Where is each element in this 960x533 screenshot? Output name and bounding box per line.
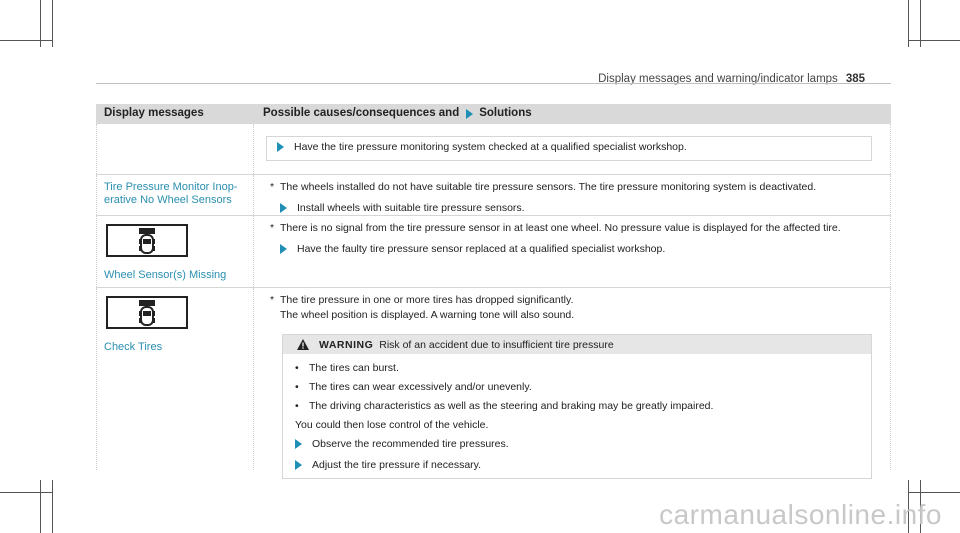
star-marker: * — [270, 181, 275, 193]
crop-mark — [52, 0, 53, 47]
list-item — [295, 362, 861, 375]
list-item — [295, 381, 861, 394]
action-text: Have the tire pressure monitoring system checked at a qualified specialist workshop. — [294, 141, 687, 153]
warning-title: Risk of an accident due to insufficient tire pressure — [379, 338, 614, 351]
header-rule — [96, 83, 891, 84]
warning-header — [283, 335, 871, 354]
crop-mark — [0, 492, 52, 493]
car-icon — [138, 227, 156, 254]
action-box — [266, 136, 872, 161]
table-header — [96, 104, 891, 124]
car-tire-icon-box — [106, 224, 188, 257]
cause-text: There is no signal from the tire pressure sensor in at least one wheel. No pressure value is displayed for the affected tire. — [280, 222, 841, 234]
cause-text: The wheel position is displayed. A warning tone will also sound. — [280, 309, 575, 321]
crop-mark — [40, 480, 41, 533]
warning-label: WARNING — [319, 338, 374, 351]
arrow-icon — [295, 460, 302, 470]
bullet-marker: • — [295, 362, 299, 374]
header-title: Display messages and warning/indicator lamps — [598, 73, 838, 85]
list-item — [295, 400, 861, 413]
bullet-text: The driving characteristics as well as the steering and braking may be greatly impaired. — [309, 400, 714, 412]
messages-table — [96, 104, 891, 470]
col-causes — [254, 104, 891, 124]
star-marker: * — [270, 222, 275, 234]
display-message: Tire Pressure Monitor Inop-erative No Wheel Sensors — [104, 181, 238, 206]
arrow-icon — [280, 203, 287, 213]
bullet-text: The tires can wear excessively and/or unevenly. — [309, 381, 532, 393]
arrow-icon — [280, 244, 287, 254]
bullet-marker: • — [295, 400, 299, 412]
warning-icon — [297, 339, 309, 350]
car-icon — [138, 299, 156, 326]
table-row — [96, 287, 891, 470]
page-number: 385 — [845, 73, 865, 85]
display-message: Check Tires — [104, 341, 163, 353]
warning-text: You could then lose control of the vehicle. — [295, 419, 489, 431]
table-row — [96, 124, 891, 174]
action-text: Adjust the tire pressure if necessary. — [312, 459, 482, 471]
bullet-text: The tires can burst. — [309, 362, 399, 374]
bullet-marker: • — [295, 381, 299, 393]
arrow-icon — [295, 439, 302, 449]
crop-mark — [908, 492, 960, 493]
car-tire-icon-box — [106, 296, 188, 329]
watermark: carmanualsonline.info — [659, 499, 942, 530]
table-row — [96, 174, 891, 215]
cause-text: The tire pressure in one or more tires has dropped significantly. — [280, 294, 574, 306]
warning-box — [282, 334, 872, 479]
col-causes-label: Possible causes/consequences and — [263, 107, 460, 119]
cause-text: The wheels installed do not have suitable tire pressure sensors. The tire pressure monitoring system is deactivated. — [280, 181, 817, 193]
crop-mark — [908, 40, 960, 41]
display-message: Wheel Sensor(s) Missing — [104, 269, 227, 281]
arrow-icon — [277, 142, 284, 152]
table-row — [96, 215, 891, 287]
action-text: Have the faulty tire pressure sensor replaced at a qualified specialist workshop. — [297, 243, 666, 255]
crop-mark — [0, 40, 52, 41]
star-marker: * — [270, 294, 275, 306]
arrow-icon — [466, 109, 473, 119]
action-text: Install wheels with suitable tire pressure sensors. — [297, 202, 525, 214]
col-display-messages: Display messages — [104, 107, 204, 119]
col-solutions-label: Solutions — [479, 107, 532, 119]
crop-mark — [52, 480, 53, 533]
action-text: Observe the recommended tire pressures. — [312, 438, 509, 450]
